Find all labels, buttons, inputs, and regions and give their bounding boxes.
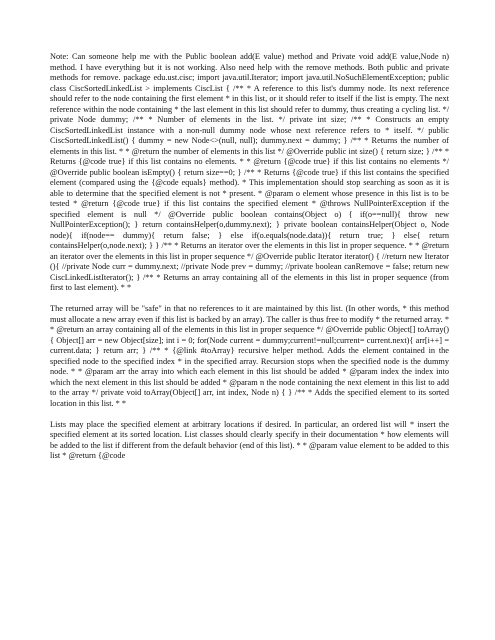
paragraph-1: Note: Can someone help me with the Public boolean add(E value) method and Private void add(E value,Node n) method. I have everything but it is not working. Also need help with the remove methods. Both public and private methods for remove. package edu.ust.cisc; import java.util.Iterator; import java.util.NoSuchElementException; public class CiscSortedLinkedList > implements CiscList { /** * A reference to this list's dummy node. Its next reference should refer to the node containing the first element * in this list, or it should refer to itself if the list is empty. The next reference within the node containing * the last element in this list should refer to dummy, thus creating a cycling list. */ private Node dummy; /** * Number of elements in the list. */ private int size; /** * Constructs an empty CiscSortedLinkedList instance with a non-null dummy node whose next reference refers to * itself. */ public CiscSortedLinkedList() { dummy = new Node<>(null, null); dummy.next = dummy; } /** * Returns the number of elements in this list. * * @return the number of elements in this list */ @Override public int size() { return size; } /** * Returns {@code true} if this list contains no elements. * * @return {@code true} if this list contains no elements */ @Override public boolean isEmpty() { return size==0; } /** * Returns {@code true} if this list contains the specified element (compared using the {@code equals} method). * This implementation should stop searching as soon as it is able to determine that the specified element is not * present. * @param o element whose presence in this list is to be tested * @return {@code true} if this list contains the specified element * @throws NullPointerException if the specified element is null */ @Override public boolean contains(Object o) { if(o==null){ throw new NullPointerException(); } return containsHelper(o,dummy.next); } private boolean containsHelper(Object o, Node node){ if(node== dummy){ return false; } else if(o.equals(node.data)){ return true; } else{ return containsHelper(o,node.next); } } /** * Returns an iterator over the elements in this list in proper sequence. * * @return an iterator over the elements in this list in proper sequence */ @Override public Iterator iterator() { //return new Iterator (){ //private Node curr = dummy.next; //private Node prev = dummy; //private boolean canRemove = false; return new CiscLinkedListIterator(); } /** * Returns an array containing all of the elements in this list in proper sequence (from first to last element). * * <box>50 52 449 292</box>
paragraph-2: The returned array will be "safe" in that no references to it are maintained by this list. (In other words, * this method must allocate a new array even if this list is backed by an array). The caller is thus free to modify * the returned array. * * @return an array containing all of the elements in this list in proper sequence */ @Override public Object[] toArray() { Object[] arr = new Object[size]; int i = 0; for(Node current = dummy;current!=null;current= current.next){ arr[i++] = current.data; } return arr; } /** * {@link #toArray} recursive helper method. Adds the element contained in the specified node to the specified index * in the specified array. Recursion stops when the specified node is the dummy node. * * @param arr the array into which each element in this list should be added * @param index the index into which the next element in this list should be added * @param n the node containing the next element in this list to add to the array */ private void toArray(Object[] arr, int index, Node n) { } /** * Adds the specified element to its sorted location in this list. * * <box>50 304 449 408</box>
paragraph-3: Lists may place the specified element at arbitrary locations if desired. In particular, an ordered list will * insert the specified element at its sorted location. List classes should clearly specify in their documentation * how elements will be added to the list if different from the default behavior (end of this list). * * @param value element to be added to this list * @return {@code <box>50 419 449 460</box>
document-page <box>50 52 449 472</box>
